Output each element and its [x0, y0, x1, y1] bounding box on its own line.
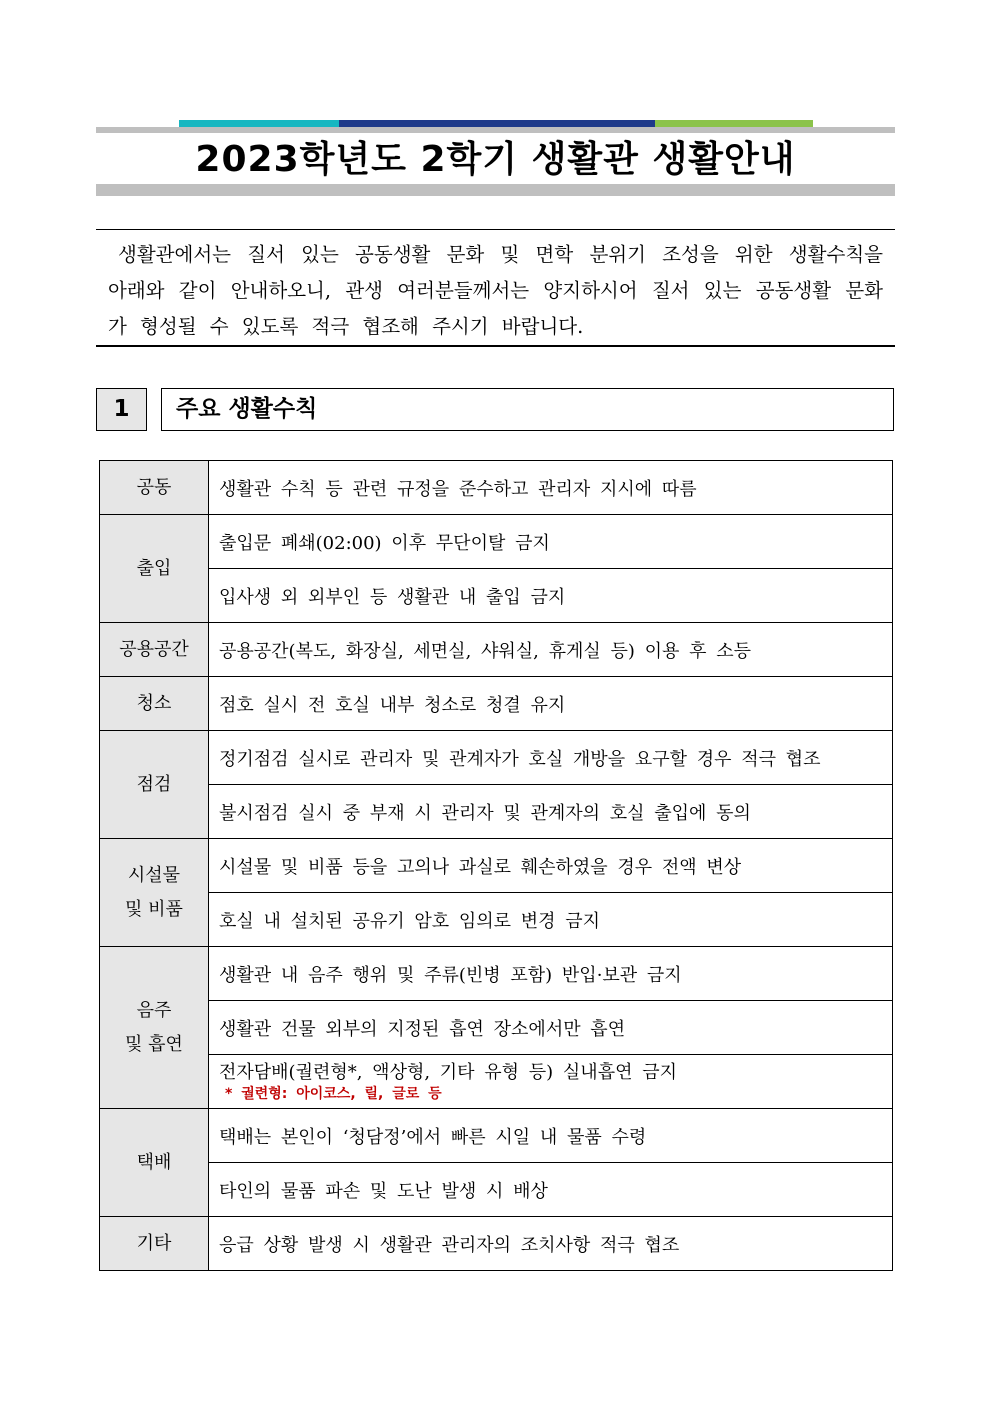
table-row — [100, 893, 893, 947]
intro-text: 생활관에서는 질서 있는 공동생활 문화 및 면학 분위기 조성을 위한 생활수칙을 아래와 같이 안내하오니, 관생 여러분들께서는 양지하시어 질서 있는 공동생활 문화가 형성될 수 있도록 적극 협조해 주시기 바랍니다. — [108, 243, 883, 338]
table-row — [100, 1217, 893, 1271]
section-title: 주요 생활수칙 — [161, 388, 894, 431]
category-line: 및 비품 — [125, 898, 183, 920]
category-cell: 공동 — [100, 461, 209, 515]
title-rule-bottom — [96, 184, 895, 196]
category-cell: 점검 — [100, 731, 209, 839]
section-number: 1 — [96, 388, 147, 431]
accent-bar-green — [655, 120, 813, 127]
accent-bar-teal — [179, 120, 339, 127]
rule-item: 응급 상황 발생 시 생활관 관리자의 조치사항 적극 협조 — [209, 1217, 893, 1271]
rule-item: 호실 내 설치된 공유기 암호 임의로 변경 금지 — [209, 893, 893, 947]
category-cell: 기타 — [100, 1217, 209, 1271]
title-rule-top — [96, 127, 895, 133]
category-cell: 공용공간 — [100, 623, 209, 677]
rule-item: 택배는 본인이 ‘청담정’에서 빠른 시일 내 물품 수령 — [209, 1109, 893, 1163]
rules-table — [99, 460, 893, 1271]
category-cell: 택배 — [100, 1109, 209, 1217]
rule-item: 출입문 폐쇄(02:00) 이후 무단이탈 금지 — [209, 515, 893, 569]
intro-paragraph — [96, 229, 895, 347]
rule-item-text: 전자담배(궐련형*, 액상형, 기타 유형 등) 실내흡연 금지 — [219, 1061, 677, 1083]
page-title: 2023학년도 2학기 생활관 생활안내 — [195, 139, 796, 180]
table-row — [100, 677, 893, 731]
table-row — [100, 785, 893, 839]
rule-item: 입사생 외 외부인 등 생활관 내 출입 금지 — [209, 569, 893, 623]
rule-item: 생활관 건물 외부의 지정된 흡연 장소에서만 흡연 — [209, 1001, 893, 1055]
category-line: 시설물 — [127, 864, 181, 886]
category-line: 및 흡연 — [125, 1033, 183, 1055]
rule-item: 정기점검 실시로 관리자 및 관계자가 호실 개방을 요구할 경우 적극 협조 — [209, 731, 893, 785]
rule-item: 타인의 물품 파손 및 도난 발생 시 배상 — [209, 1163, 893, 1217]
accent-bar-navy — [339, 120, 655, 127]
table-row — [100, 515, 893, 569]
table-row — [100, 947, 893, 1001]
category-line: 음주 — [136, 999, 172, 1021]
table-row — [100, 1055, 893, 1109]
category-cell — [100, 947, 209, 1109]
footnote: * 궐련형: 아이코스, 릴, 글로 등 — [225, 1085, 442, 1102]
table-row — [100, 461, 893, 515]
rule-item: 불시점검 실시 중 부재 시 관리자 및 관계자의 호실 출입에 동의 — [209, 785, 893, 839]
table-row — [100, 569, 893, 623]
rule-item — [209, 1055, 893, 1109]
rule-item: 생활관 내 음주 행위 및 주류(빈병 포함) 반입·보관 금지 — [209, 947, 893, 1001]
rule-item: 시설물 및 비품 등을 고의나 과실로 훼손하였을 경우 전액 변상 — [209, 839, 893, 893]
table-row — [100, 1001, 893, 1055]
rule-item: 점호 실시 전 호실 내부 청소로 청결 유지 — [209, 677, 893, 731]
table-row — [100, 839, 893, 893]
table-row — [100, 1109, 893, 1163]
category-cell: 출입 — [100, 515, 209, 623]
table-row — [100, 623, 893, 677]
category-cell: 청소 — [100, 677, 209, 731]
table-row — [100, 1163, 893, 1217]
table-row — [100, 731, 893, 785]
rule-item: 생활관 수칙 등 관련 규정을 준수하고 관리자 지시에 따름 — [209, 461, 893, 515]
category-cell — [100, 839, 209, 947]
rule-item: 공용공간(복도, 화장실, 세면실, 샤워실, 휴게실 등) 이용 후 소등 — [209, 623, 893, 677]
